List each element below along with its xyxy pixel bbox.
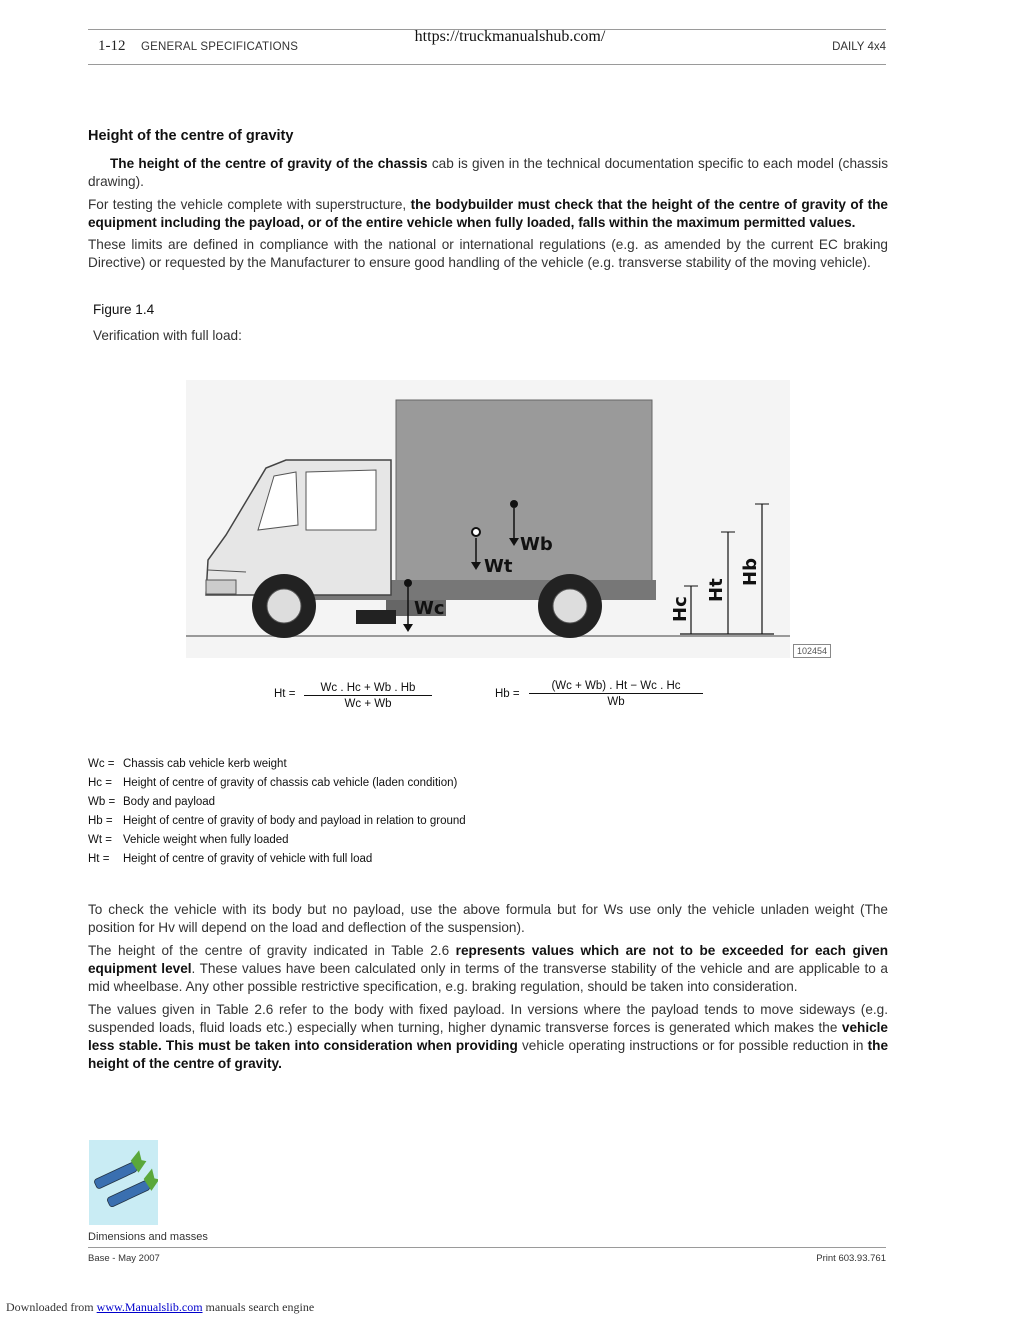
figure-label: Figure 1.4 xyxy=(93,302,155,317)
paragraph-6-bold-2: the height of the centre of gravity. xyxy=(88,1038,888,1071)
ht-formula-lhs: Ht = xyxy=(274,688,296,700)
paragraph-4: To check the vehicle with its body but no payload, use the above formula but for Ws use only the vehicle unladen weight (The position for Hv will depend on the load and deflection of the suspension). xyxy=(88,902,888,935)
footer-print-code: Print 603.93.761 xyxy=(816,1253,886,1264)
hc-tag: Hc xyxy=(670,596,691,622)
legend-item: Wt = Vehicle weight when fully loaded xyxy=(88,834,289,846)
manualslib-link[interactable]: www.Manualslib.com xyxy=(96,1300,203,1314)
vehicle-diagram xyxy=(186,380,790,658)
paragraph-5-bold: represents values which are not to be exceeded for each given equipment level xyxy=(88,943,888,976)
section-heading: Height of the centre of gravity xyxy=(88,128,294,144)
ht-tag: Ht xyxy=(706,578,727,602)
legend-item: Hb = Height of centre of gravity of body and payload in relation to ground xyxy=(88,815,466,827)
wrench-icon xyxy=(89,1140,158,1225)
vehicle-diagram-svg xyxy=(186,380,790,658)
hb-formula-numerator: (Wc + Wb) . Ht − Wc . Hc xyxy=(529,680,703,694)
paragraph-1 xyxy=(88,155,888,191)
wb-tag: Wb xyxy=(520,534,553,555)
paragraph-5: The height of the centre of gravity indicated in Table 2.6 represents values which are not to be exceeded for each given equipment level. These values have been calculated only in terms of the transverse stability of the vehicle and are applicable to a mid wheelbase. Any other possible restrictive specification, e.g. braking regulation, should be taken into consideration. xyxy=(88,943,888,994)
model-name: DAILY 4x4 xyxy=(832,41,886,53)
hb-tag: Hb xyxy=(740,558,761,586)
header-rule-bottom xyxy=(88,64,886,65)
section-title: GENERAL SPECIFICATIONS xyxy=(141,41,299,53)
paragraph-1-bold: The height of the centre of gravity of the chassis xyxy=(110,156,428,171)
header-rule-top xyxy=(88,29,886,30)
paragraph-3: These limits are defined in compliance with the national or international regulations (e.g. as amended by the current EC braking Directive) or requested by the Manufacturer to ensure good handling of the vehicle (e.g. transverse stability of the moving vehicle). xyxy=(88,237,888,270)
figure-number: 102454 xyxy=(793,644,831,658)
footer-rule xyxy=(88,1247,886,1248)
footer-section: Dimensions and masses xyxy=(88,1231,208,1243)
hb-formula xyxy=(529,680,703,708)
wt-tag: Wt xyxy=(484,556,513,577)
legend-item: Wb = Body and payload xyxy=(88,796,216,808)
paragraph-6: The values given in Table 2.6 refer to the body with fixed payload. In versions where the payload tends to move sideways (e.g. suspended loads, fluid loads etc.) especially when turning, higher dynamic transverse forces is generated which makes the vehicle less stable. This must be taken into consideration when providing vehicle operating instructions or for possible reduction in the height of the centre of gravity. xyxy=(88,1002,888,1071)
paragraph-2-text: For testing the vehicle complete with superstructure, xyxy=(88,197,411,212)
ht-formula-numerator: Wc . Hc + Wb . Hb xyxy=(304,682,432,696)
hb-formula-lhs: Hb = xyxy=(495,688,520,700)
figure-caption: Verification with full load: xyxy=(93,328,242,343)
legend-item: Wc = Chassis cab vehicle kerb weight xyxy=(88,758,287,770)
paragraph-1-text: cab is given in the technical documentation specific to each model (chassis drawing). xyxy=(88,156,888,189)
page-number: 1-12 xyxy=(98,38,126,54)
footer-edition: Base - May 2007 xyxy=(88,1253,160,1264)
header-url: https://truckmanualshub.com/ xyxy=(414,28,606,45)
paragraph-2 xyxy=(88,196,888,232)
paragraph-2-bold: the bodybuilder must check that the height of the centre of gravity of the equipment including the payload, or of the entire vehicle when fully loaded, falls within the maximum permitted values. xyxy=(88,197,888,230)
ht-formula xyxy=(304,682,432,710)
legend-item: Hc = Height of centre of gravity of chassis cab vehicle (laden condition) xyxy=(88,777,458,789)
hb-formula-denominator: Wb xyxy=(607,696,625,708)
legend-item: Ht = Height of centre of gravity of vehicle with full load xyxy=(88,853,373,865)
wc-tag: Wc xyxy=(414,598,445,619)
ht-formula-denominator: Wc + Wb xyxy=(344,698,392,710)
paragraph-6-bold-1: vehicle less stable. This must be taken into consideration when providing xyxy=(88,1020,888,1053)
download-notice: Downloaded from www.Manualslib.com manuals search engine xyxy=(6,1300,315,1314)
